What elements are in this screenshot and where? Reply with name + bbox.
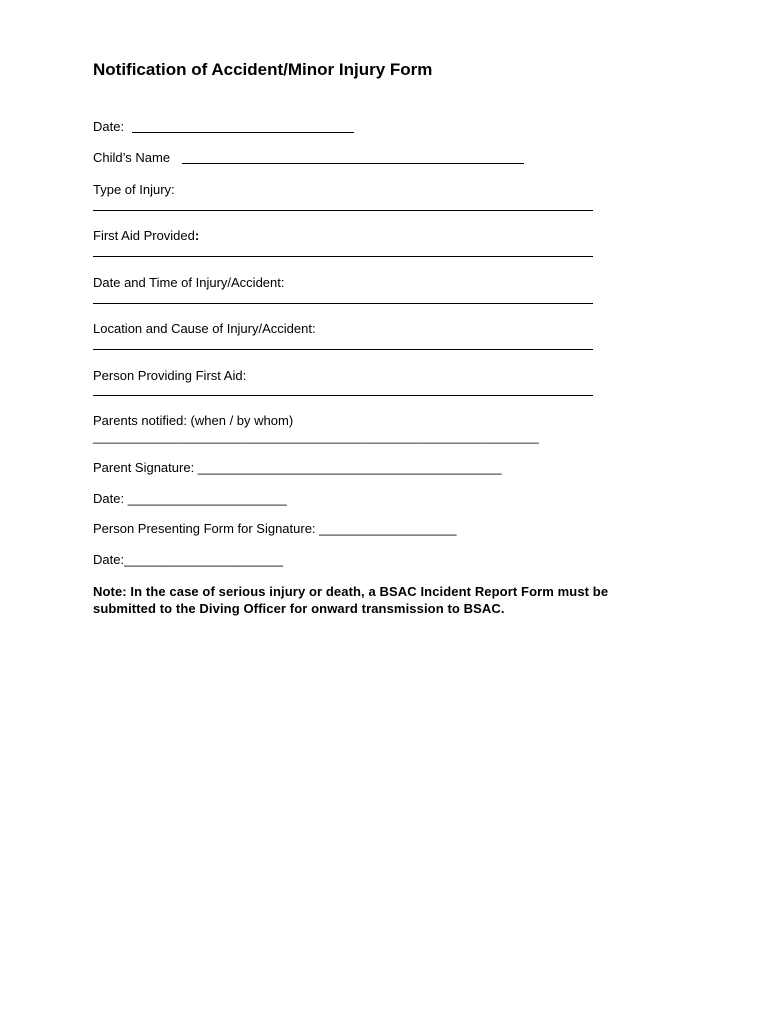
type-of-injury-field[interactable] — [93, 210, 593, 211]
note-line-2: submitted to the Diving Officer for onward transmission to BSAC. — [93, 601, 505, 616]
date3-row — [93, 552, 283, 567]
childs-name-field[interactable] — [182, 150, 524, 164]
date3-label: Date: — [93, 552, 125, 567]
location-cause-label: Location and Cause of Injury/Accident: — [93, 321, 316, 336]
date3-field[interactable]: ______________________ — [124, 552, 284, 567]
date2-label: Date: — [93, 491, 128, 506]
parents-notified-label: Parents notified: (when / by whom) — [93, 413, 294, 428]
first-aid-label-text: First Aid Provided — [93, 228, 195, 243]
first-aid-label-colon: : — [194, 228, 200, 243]
parent-signature-row — [93, 460, 501, 475]
childs-name-label: Child’s Name — [93, 150, 171, 165]
person-first-aid-field[interactable] — [93, 395, 593, 396]
parent-signature-label: Parent Signature: — [93, 460, 198, 475]
note-line-1: Note: In the case of serious injury or death, a BSAC Incident Report Form must be — [93, 584, 609, 599]
note-paragraph — [93, 583, 693, 617]
location-cause-field[interactable] — [93, 349, 593, 350]
first-aid-field[interactable] — [93, 256, 593, 257]
date-label: Date: — [93, 119, 125, 134]
date2-row — [93, 491, 287, 506]
date2-field[interactable]: ______________________ — [127, 491, 287, 506]
person-presenting-row — [93, 521, 457, 536]
type-of-injury-label: Type of Injury: — [93, 182, 175, 197]
person-presenting-label: Person Presenting Form for Signature: — [93, 521, 320, 536]
person-first-aid-label: Person Providing First Aid: — [93, 368, 247, 383]
date-time-field[interactable] — [93, 303, 593, 304]
parent-signature-field[interactable]: __________________________________________ — [197, 460, 502, 475]
parents-notified-field[interactable]: ____________________________________________________________________ — [93, 430, 539, 444]
date-time-label: Date and Time of Injury/Accident: — [93, 275, 285, 290]
form-title: Notification of Accident/Minor Injury Form — [93, 60, 433, 79]
date-field[interactable] — [132, 119, 354, 133]
first-aid-label — [93, 228, 199, 243]
person-presenting-field[interactable]: ___________________ — [319, 521, 457, 536]
